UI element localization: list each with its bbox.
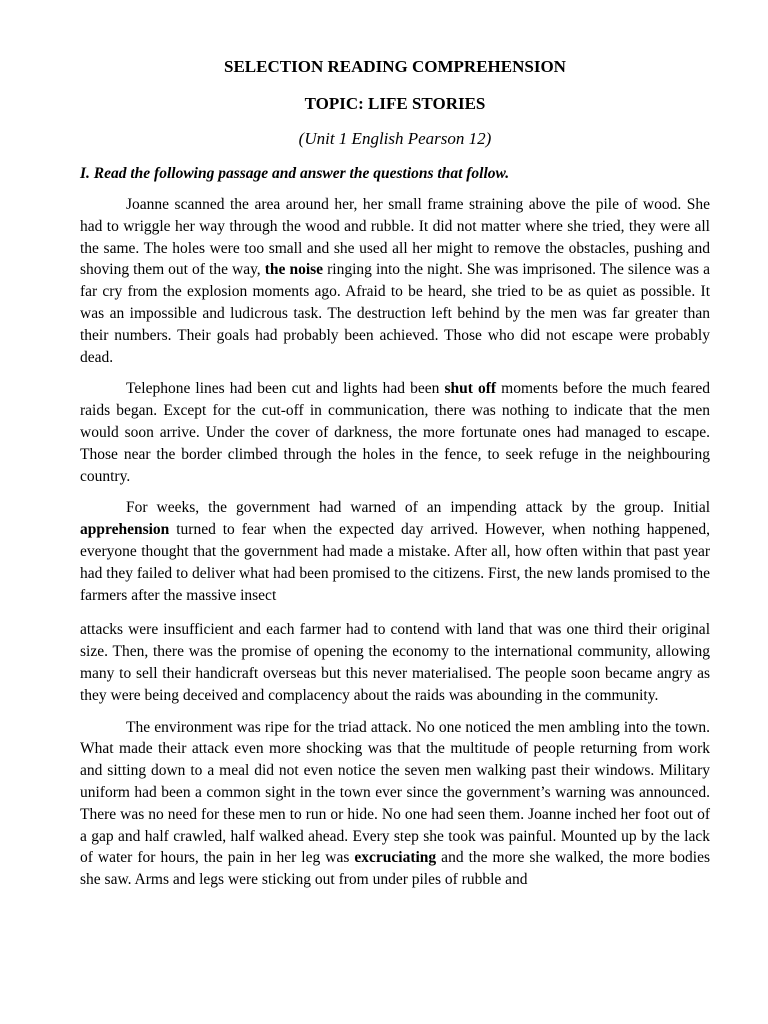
keyword-excruciating: excruciating [354,849,437,867]
keyword-apprehension: apprehension [80,521,170,539]
paragraph-3 [80,497,710,606]
paragraph-2 [80,378,710,487]
paragraph-5-text-b: and the more she walked, the more bodies she saw. Arms and legs were sticking out from under piles of rubble and [80,849,710,889]
instruction-heading: I. Read the following passage and answer the questions that follow. [80,165,510,182]
paragraph-4: attacks were insufficient and each farmer had to contend with land that was one third their original size. Then, there was the promise of opening the economy to the international community, allowing many to sell their handicraft overseas but this never materialised. The people soon became angry as they were being deceived and complacency about the raids was abounding in the community. [80,621,710,704]
paragraph-2-text-a: Telephone lines had been cut and lights had been [126,380,445,398]
keyword-shut-off: shut off [444,380,497,398]
paragraph-1-text-a: Joanne scanned the area around her, her small frame straining above the pile of wood. She had to wriggle her way through the wood and rubble. It did not matter where she tried, they were all the same. The holes were too small and she used all her might to remove the obstacles, pushing and shoving them out of the way, [80,196,710,279]
paragraph-5-text-a: The environment was ripe for the triad attack. No one noticed the men ambling into the town. What made their attack even more shocking was that the multitude of people returning from work and sitting down to a meal did not even notice the seven men walking past their windows. Military uniform had been a common sight in the town ever since the government’s warning was announced. There was no need for these men to run or hide. No one had seen them. Joanne inched her foot out of a gap and half crawled, half walked ahead. Every step she took was painful. Mounted up by the lack of water for hours, the pain in her leg was [80,718,710,867]
document-title: SELECTION READING COMPREHENSION [224,57,566,76]
unit-subtitle: (Unit 1 English Pearson 12) [298,129,492,148]
paragraph-3-text-b: turned to fear when the expected day arrived. However, when nothing happened, everyone thought that the government had made a mistake. After all, how often within that past year had they failed to deliver what had been promised to the citizens. First, the new lands promised to the farmers after the massive insect [80,521,710,604]
paragraph-5 [80,717,710,891]
paragraph-1-text-b: ringing into the night. She was imprisoned. The silence was a far cry from the explosion moments ago. Afraid to be heard, she tried to be as quiet as possible. It was an impossible and ludicrous task. The destruction left behind by the men was far greater than their numbers. Their goals had probably been achieved. Those who did not escape were probably dead. [80,261,711,366]
topic-title: TOPIC: LIFE STORIES [304,94,486,113]
paragraph-2-text-b: moments before the much feared raids began. Except for the cut-off in communication, there was nothing to indicate that the men would soon arrive. Under the cover of darkness, the more fortunate ones had managed to escape. Those near the border climbed through the holes in the fence, to seek refuge in the neighbouring country. [80,380,711,485]
paragraph-1 [80,194,710,368]
paragraph-3-text-a: For weeks, the government had warned of an impending attack by the group. Initial [126,499,710,517]
keyword-the-noise: the noise [264,261,324,279]
